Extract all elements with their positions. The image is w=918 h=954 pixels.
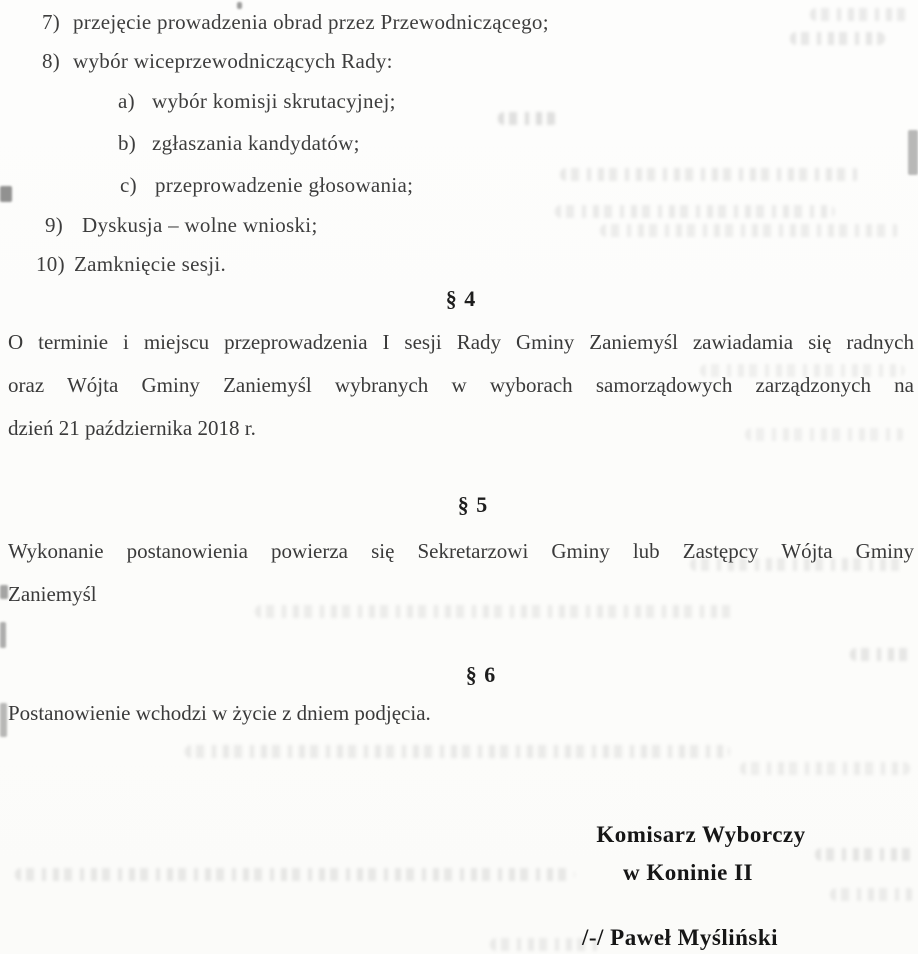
agenda-item-text: wybór komisji skrutacyjnej; [152,89,396,113]
agenda-item-9 [0,213,918,243]
agenda-item-number: 7) [42,10,61,34]
signature-name: /-/ Paweł Myśliński [581,925,779,950]
section-heading-6: § 6 [465,662,497,687]
agenda-item-number: 8) [42,49,61,73]
agenda-subitem-c [0,173,918,203]
agenda-item-text: przejęcie prowadzenia obrad przez Przewodniczącego; [73,10,549,34]
bleed-through-artifact [185,745,730,758]
bleed-through-artifact [15,868,575,881]
paragraph-line: oraz Wójta Gminy Zaniemyśl wybranych w wyborach samorządowych zarządzonych na [8,373,914,397]
agenda-subitem-a [0,89,918,119]
agenda-item-8 [0,49,918,79]
section-heading-4: § 4 [445,286,477,311]
signature-title-line2: w Koninie II [623,860,753,885]
signature-title-line1: Komisarz Wyborczy [596,822,806,847]
agenda-item-number: c) [120,173,137,197]
section-heading-5: § 5 [457,492,489,517]
paragraph-line: Wykonanie postanowienia powierza się Sekretarzowi Gminy lub Zastępcy Wójta Gminy [8,539,914,563]
agenda-item-text: Zamknięcie sesji. [74,252,227,276]
agenda-item-number: 10) [36,252,65,276]
paragraph-line: Postanowienie wchodzi w życie z dniem podjęcia. [8,701,431,725]
agenda-subitem-b [0,131,918,161]
paragraph-line: O terminie i miejscu przeprowadzenia I sesji Rady Gminy Zaniemyśl zawiadamia się radnych [8,330,914,354]
bleed-through-artifact [850,648,915,661]
scan-edge-mark [0,622,6,648]
scan-edge-mark [0,585,8,599]
agenda-item-10 [0,252,918,282]
agenda-item-number: b) [118,131,137,155]
paragraph-line: dzień 21 października 2018 r. [8,416,256,440]
agenda-item-text: zgłaszania kandydatów; [152,131,360,155]
bleed-through-artifact [830,888,915,901]
agenda-item-text: Dyskusja – wolne wnioski; [82,213,318,237]
agenda-item-text: wybór wiceprzewodniczących Rady: [73,49,393,73]
paragraph-line: Zaniemyśl [8,582,97,606]
bleed-through-artifact [740,762,910,775]
agenda-item-7 [0,10,918,40]
agenda-item-number: 9) [45,213,64,237]
agenda-item-number: a) [118,89,135,113]
agenda-item-text: przeprowadzenie głosowania; [155,173,414,197]
scan-edge-mark [0,703,7,737]
scan-speck [237,2,242,9]
